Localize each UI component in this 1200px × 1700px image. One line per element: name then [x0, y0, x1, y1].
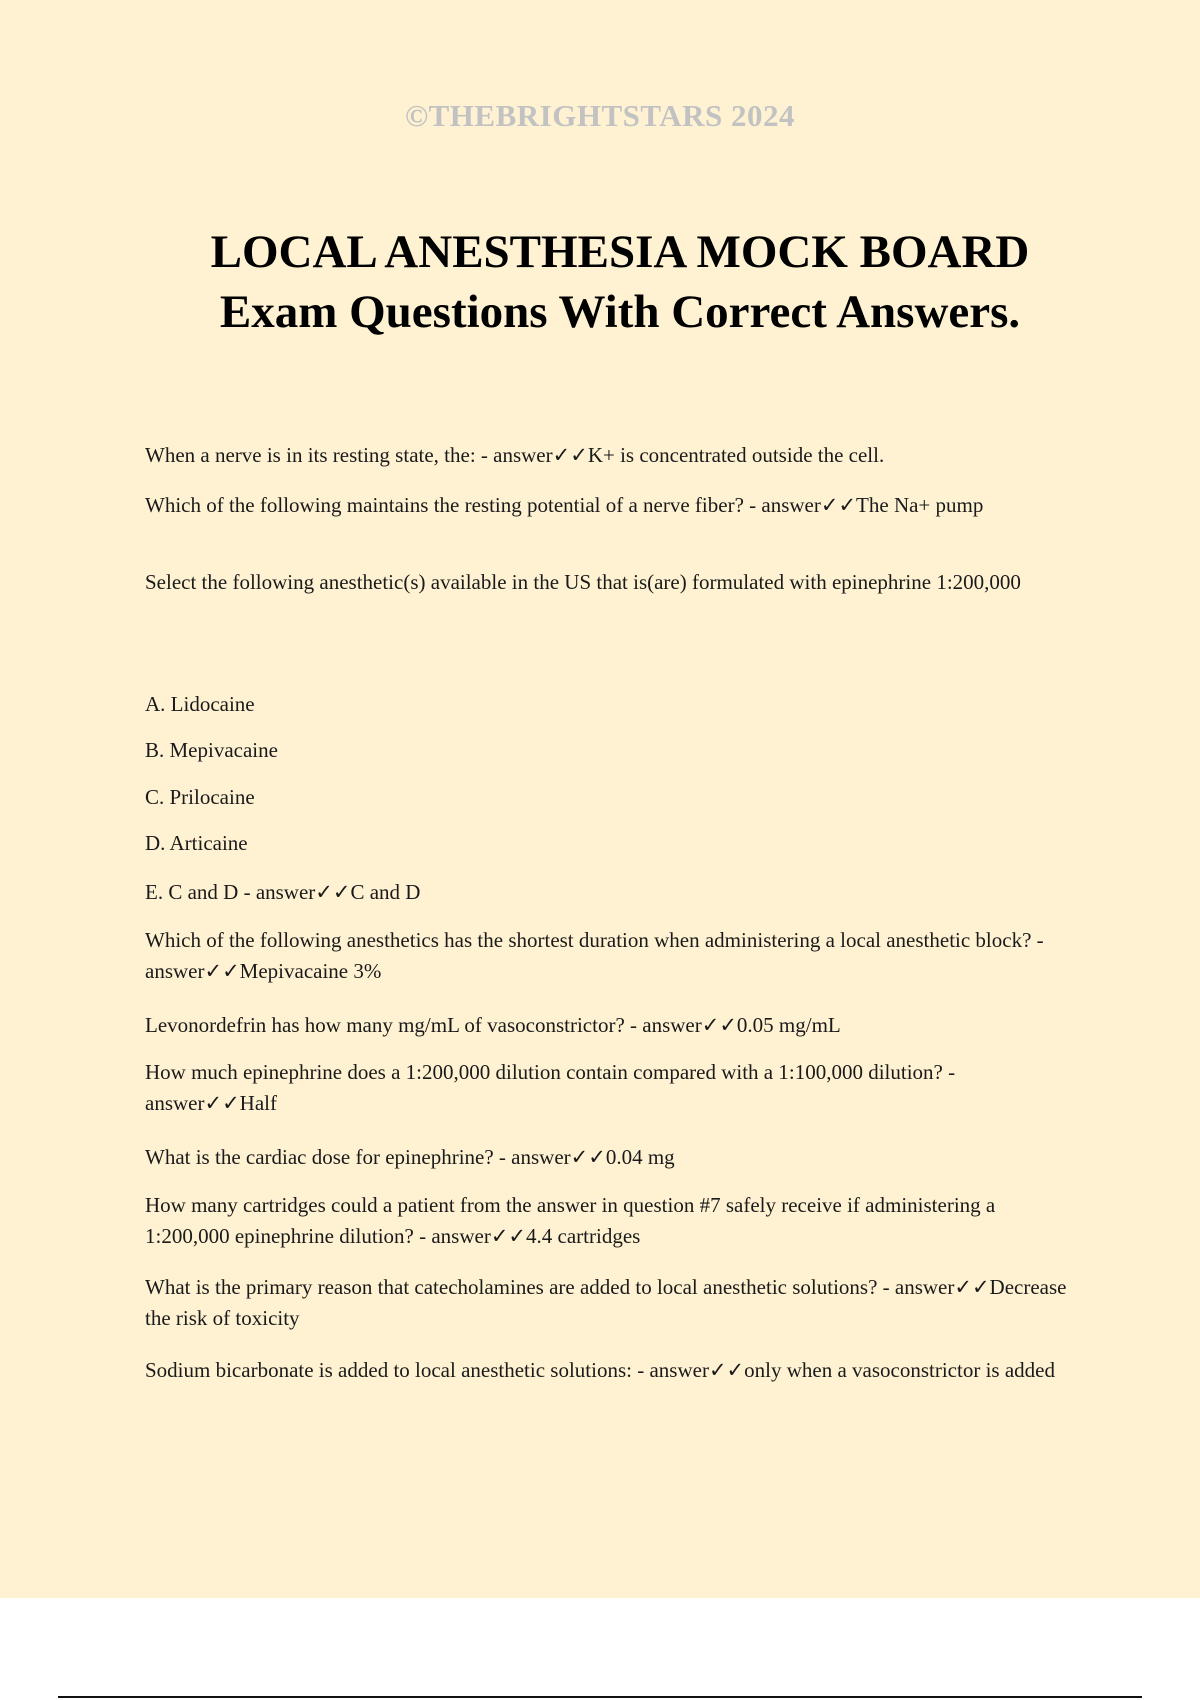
title-line-1: LOCAL ANESTHESIA MOCK BOARD	[210, 226, 1030, 278]
answer-option: B. Mepivacaine	[145, 738, 278, 762]
copyright-watermark: ©THEBRIGHTSTARS 2024	[404, 98, 796, 133]
title-line-2: Exam Questions With Correct Answers.	[219, 286, 1021, 338]
question-item: What is the primary reason that catecholamines are added to local anesthetic solutions? - answer✓✓Decrease the risk of toxicity	[145, 1275, 1067, 1330]
page-divider	[58, 1696, 1142, 1698]
question-item: Sodium bicarbonate is added to local anesthetic solutions: - answer✓✓only when a vasoconstrictor is added	[145, 1358, 1055, 1382]
question-item: Levonordefrin has how many mg/mL of vasoconstrictor? - answer✓✓0.05 mg/mL	[145, 1013, 841, 1037]
question-item: What is the cardiac dose for epinephrine? - answer✓✓0.04 mg	[145, 1145, 675, 1169]
answer-option: D. Articaine	[145, 831, 248, 855]
question-item: How much epinephrine does a 1:200,000 dilution contain compared with a 1:100,000 dilution? - answer✓✓Half	[145, 1060, 956, 1115]
answer-option: A. Lidocaine	[145, 692, 255, 716]
question-item: Which of the following anesthetics has the shortest duration when administering a local anesthetic block? - answer✓✓Mepivacaine 3%	[145, 928, 1044, 983]
question-item: When a nerve is in its resting state, the: - answer✓✓K+ is concentrated outside the cell.	[145, 443, 885, 467]
question-item: How many cartridges could a patient from the answer in question #7 safely receive if administering a 1:200,000 epinephrine dilution? - answer✓✓4.4 cartridges	[145, 1193, 996, 1248]
question-item: Which of the following maintains the resting potential of a nerve fiber? - answer✓✓The Na+ pump	[145, 493, 984, 517]
answer-option: C. Prilocaine	[145, 785, 255, 809]
question-item: Select the following anesthetic(s) available in the US that is(are) formulated with epinephrine 1:200,000	[145, 570, 1021, 594]
document-title	[0, 222, 1200, 342]
answer-option: E. C and D - answer✓✓C and D	[145, 880, 421, 904]
